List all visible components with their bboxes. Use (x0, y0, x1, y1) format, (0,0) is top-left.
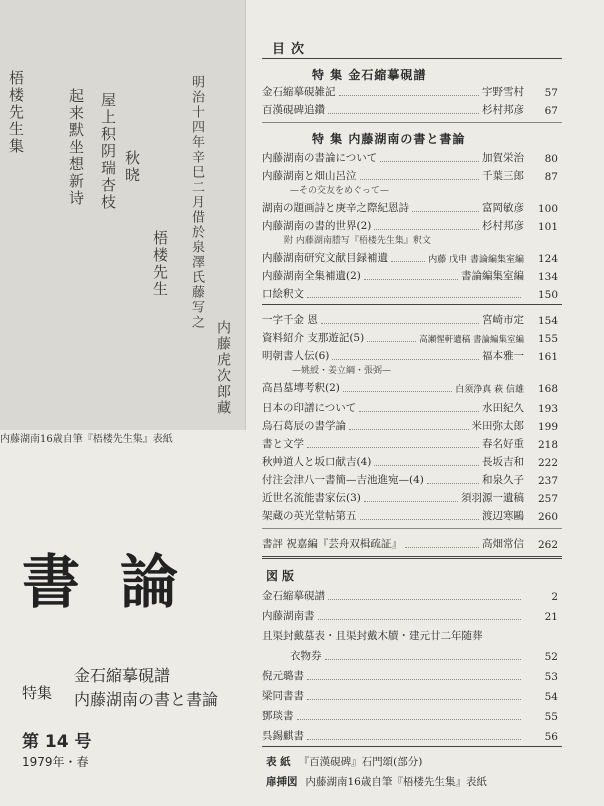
row-title: 架蔵の英光堂帖第五 (262, 510, 357, 522)
plate-row (262, 626, 558, 643)
plate-row (262, 586, 558, 603)
frontis-text: 内藤湖南16歳自筆『梧楼先生集』表紙 (305, 776, 487, 788)
row-title: 近世名流能書家伝(3) (262, 492, 361, 504)
row-page: 150 (537, 289, 558, 301)
photo-line-3: 屋上积阴瑞杏枝 (99, 92, 117, 211)
toc-row (262, 452, 558, 469)
row-author: 杉村邦彦 (482, 220, 524, 232)
photo-line-6: 内藤虎次郎 (215, 320, 231, 400)
row-title: 内藤湖南の書的世界(2) (262, 220, 372, 232)
row-page: 55 (544, 711, 558, 723)
row-page: 168 (537, 383, 558, 395)
row-title: 且渠封戴墓表・且渠封戴木牘・建元廿二年随葬 (262, 630, 483, 642)
toc-row (262, 82, 558, 99)
row-title: 書評 祝嘉編『芸舟双楫疏証』 (262, 538, 402, 550)
row-page: 2 (551, 591, 558, 603)
toc-row (262, 148, 558, 165)
row-page: 87 (544, 171, 558, 183)
toc-row (262, 100, 558, 117)
row-page: 193 (537, 403, 558, 415)
row-subtitle: 附 内藤湖南謄写『梧楼先生集』釈文 (284, 236, 431, 246)
plates-heading: 図版 (266, 569, 299, 583)
row-page: 56 (544, 731, 558, 743)
plate-row (262, 666, 558, 683)
plate-row (290, 646, 558, 663)
toc-row (262, 416, 558, 433)
row-page: 199 (537, 421, 558, 433)
row-page: 134 (537, 271, 558, 283)
magazine-title: 書論 (22, 548, 219, 616)
plate-row (262, 706, 558, 723)
toc-row (262, 470, 558, 487)
row-title: 鄧琰書 (262, 710, 294, 722)
row-title: 明朝書人伝(6) (262, 350, 330, 362)
row-author: 渡辺寒鷗 (482, 510, 524, 522)
plate-row (262, 606, 558, 623)
row-title: 倪元璐書 (262, 670, 304, 682)
row-page: 154 (537, 315, 558, 327)
row-author: 高畑常信 (482, 538, 524, 550)
row-author: 和泉久子 (482, 474, 524, 486)
cover-line (266, 754, 422, 769)
row-page: 100 (537, 203, 558, 215)
row-title: 内藤湖南と畑山呂泣 (262, 170, 357, 182)
row-page: 260 (537, 511, 558, 523)
photo-caption: 内藤湖南16歳自筆『梧楼先生集』表紙 (0, 434, 173, 445)
photo-line-4: 秋晓 (123, 150, 141, 184)
photo-line-2: 起来默坐想新诗 (67, 88, 85, 207)
row-title: 資料紹介 支那遊記(5) (262, 332, 365, 344)
toc-row (262, 506, 558, 523)
row-page: 80 (544, 153, 558, 165)
row-title: 金石縮摹硯譜 (262, 590, 325, 602)
toc-rule (262, 58, 562, 59)
row-subtitle: —その交友をめぐって— (290, 186, 389, 196)
row-author: 米田弥太郎 (471, 420, 524, 432)
divider (262, 746, 562, 747)
row-title: 付注会津八一書簡—吉池進宛—(4) (262, 474, 424, 486)
row-author: 書論編集室編 (461, 270, 524, 282)
row-title: 内藤湖南の書論について (262, 152, 378, 164)
row-title: 一字千金 恩 (262, 314, 318, 326)
toc-row (262, 346, 558, 363)
row-title: 秋艸道人と坂口献吉(4) (262, 456, 372, 468)
row-author: 杉村邦彦 (482, 104, 524, 116)
divider (262, 528, 562, 529)
row-title: 口絵釈文 (262, 288, 304, 300)
row-page: 21 (544, 611, 558, 623)
row-title: 日本の印譜について (262, 402, 357, 414)
special-items (74, 664, 218, 712)
frontis-line (266, 774, 487, 789)
row-author: 宇野雪村 (482, 86, 524, 98)
row-title: 内藤湖南研究文献目録補遺 (262, 252, 388, 264)
toc-row (262, 166, 558, 183)
toc-heading: 目次 (272, 42, 311, 57)
row-page: 262 (537, 539, 558, 551)
row-title: 書と文学 (262, 438, 304, 450)
row-title: 高昌墓塼考釈(2) (262, 382, 340, 394)
row-author: 長坂吉和 (482, 456, 524, 468)
row-page: 218 (537, 439, 558, 451)
row-title: 呉錫麒書 (262, 730, 304, 742)
plate-row (262, 726, 558, 743)
toc-row (262, 248, 558, 265)
row-author: 白须浄真 萩 信雄 (455, 385, 524, 395)
section2-title: 特 集 内藤湖南の書と書論 (312, 132, 466, 146)
row-title: 梁同書書 (262, 690, 304, 702)
row-page: 257 (537, 493, 558, 505)
special-item-2: 内藤湖南の書と書論 (74, 690, 219, 709)
toc-row (262, 488, 558, 505)
toc-row (262, 378, 558, 395)
photo-border (0, 0, 246, 430)
toc-row (262, 534, 558, 551)
row-page: 155 (537, 333, 558, 345)
row-page: 53 (544, 671, 558, 683)
section1-title: 特 集 金石縮摹硯譜 (312, 68, 427, 82)
issue-number: 第 14 号 (22, 732, 92, 752)
row-author: 福本雅一 (482, 350, 524, 362)
row-title: 衣物券 (290, 650, 322, 662)
toc-row (262, 328, 558, 345)
row-title: 百漢硯碑追鑽 (262, 104, 325, 116)
special-item-1: 金石縮摹硯譜 (74, 666, 171, 685)
row-page: 57 (544, 87, 558, 99)
cover-text: 『百漢硯碑』石門頌(部分) (298, 756, 423, 768)
photo-line-1: 梧楼先生集 (7, 70, 25, 155)
row-page: 237 (537, 475, 558, 487)
row-subtitle: —姚綬・姜立綱・張弼— (292, 366, 392, 376)
toc-row (262, 434, 558, 451)
cover-label: 表 紙 (266, 756, 291, 768)
row-author: 千葉三郎 (482, 170, 524, 182)
row-page: 67 (544, 105, 558, 117)
divider (262, 556, 562, 559)
toc-row (262, 198, 558, 215)
row-title: 内藤湖南全集補遺(2) (262, 270, 361, 282)
row-author: 高瀬惺軒遺稿 書論編集室編 (419, 335, 524, 345)
row-author: 須羽源一遺稿 (461, 492, 524, 504)
photo-line-5: 明治十四年辛巳二月借於泉澤氏藤写之 (189, 75, 204, 330)
row-title: 金石縮摹硯雑記 (262, 86, 336, 98)
toc-row (262, 266, 558, 283)
special-label: 特集 (22, 684, 53, 702)
toc-row (262, 398, 558, 415)
row-author: 春名好重 (482, 438, 524, 450)
frontis-label: 扉挿図 (266, 776, 298, 788)
row-title: 湖南の題画詩と庚辛之際紀恩詩 (262, 202, 409, 214)
row-page: 222 (537, 457, 558, 469)
row-title: 内藤湖南書 (262, 610, 315, 622)
row-page: 54 (544, 691, 558, 703)
issue-date: 1979年・春 (22, 755, 89, 769)
plate-row (262, 686, 558, 703)
row-page: 101 (537, 221, 558, 233)
photo-line-7: 藏 (215, 400, 231, 416)
divider (262, 304, 562, 305)
row-page: 52 (544, 651, 558, 663)
row-author: 内藤 戊申 書論編集室編 (428, 255, 524, 265)
row-author: 加賀栄治 (482, 152, 524, 164)
toc-row (262, 310, 558, 327)
toc-row (262, 284, 558, 301)
row-author: 宮崎市定 (482, 314, 524, 326)
photo-line-8: 梧楼先生 (151, 230, 169, 298)
row-page: 124 (537, 253, 558, 265)
row-author: 水田紀久 (482, 402, 524, 414)
divider (262, 122, 562, 123)
row-page: 161 (537, 351, 558, 363)
toc-row (262, 216, 558, 233)
row-author: 富岡敏彦 (482, 202, 524, 214)
row-title: 烏石葛辰の書学論 (262, 420, 346, 432)
